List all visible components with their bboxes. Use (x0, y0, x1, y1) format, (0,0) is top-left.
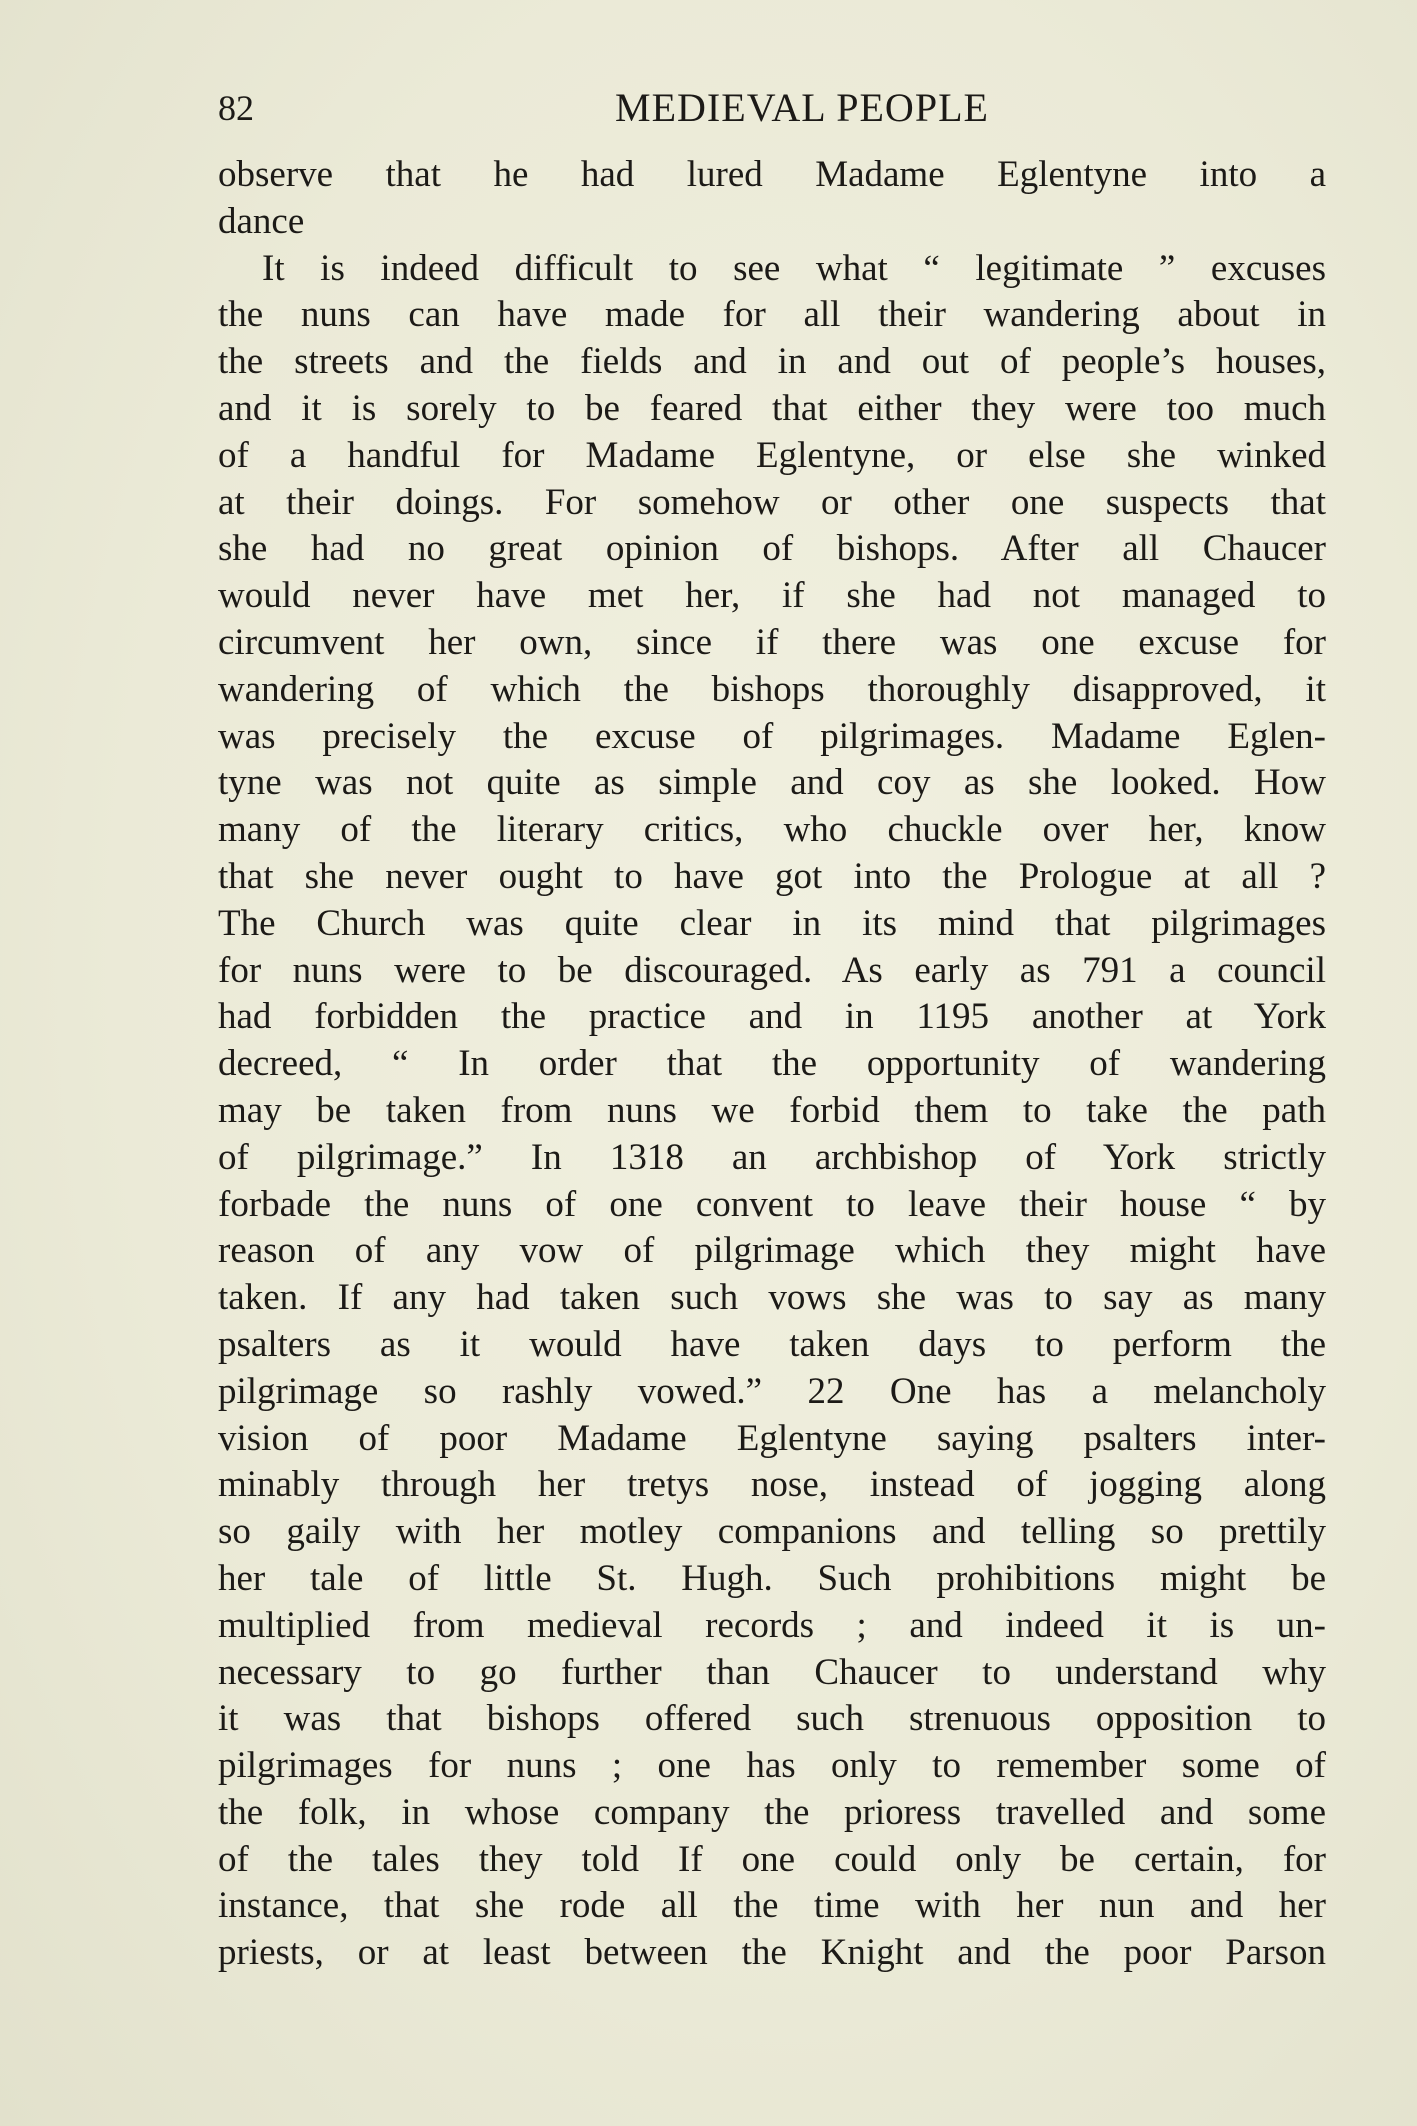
text-line: the folk, in whose company the prioress travelled and some (218, 1791, 1326, 1833)
text-line: of pilgrimage.” In 1318 an archbishop of York strictly (218, 1136, 1326, 1178)
text-line: The Church was quite clear in its mind that pilgrimages (218, 902, 1326, 944)
text-line: would never have met her, if she had not managed to (218, 575, 1326, 617)
text-line: that she never ought to have got into the Prologue at all ? (218, 855, 1326, 897)
body-text (218, 152, 1326, 1977)
text-line: pilgrimages for nuns ; one has only to remember some of (218, 1745, 1326, 1787)
text-line: multiplied from medieval records ; and indeed it is un- (218, 1604, 1326, 1646)
text-line: psalters as it would have taken days to perform the (218, 1323, 1326, 1365)
running-head: MEDIEVAL PEOPLE (615, 85, 989, 130)
text-line: priests, or at least between the Knight and the poor Parson (218, 1932, 1326, 1974)
page-header (218, 78, 1326, 138)
text-line: pilgrimage so rashly vowed.” 22 One has a melancholy (218, 1370, 1326, 1412)
text-line: for nuns were to be discouraged. As early as 791 a council (218, 949, 1326, 991)
text-line: forbade the nuns of one convent to leave their house “ by (218, 1183, 1326, 1225)
text-line: minably through her tretys nose, instead of jogging along (218, 1464, 1326, 1506)
text-line: circumvent her own, since if there was one excuse for (218, 621, 1326, 663)
text-line: the streets and the fields and in and out of people’s houses, (218, 341, 1326, 383)
text-line: she had no great opinion of bishops. After all Chaucer (218, 528, 1326, 570)
text-line: of the tales they told If one could only be certain, for (218, 1838, 1326, 1880)
text-line: was precisely the excuse of pilgrimages. Madame Eglen- (218, 715, 1326, 757)
text-line: reason of any vow of pilgrimage which they might have (218, 1230, 1326, 1272)
text-line: so gaily with her motley companions and telling so prettily (218, 1511, 1326, 1553)
text-line: dance (218, 200, 305, 242)
text-line: vision of poor Madame Eglentyne saying psalters inter- (218, 1417, 1326, 1459)
text-line: and it is sorely to be feared that either they were too much (218, 387, 1326, 429)
text-line: of a handful for Madame Eglentyne, or else she winked (218, 434, 1326, 476)
text-line: instance, that she rode all the time with her nun and her (218, 1885, 1326, 1927)
text-line: tyne was not quite as simple and coy as she looked. How (218, 762, 1326, 804)
text-line: at their doings. For somehow or other one suspects that (218, 481, 1326, 523)
text-line: decreed, “ In order that the opportunity of wandering (218, 1043, 1326, 1085)
text-line: taken. If any had taken such vows she was to say as many (218, 1277, 1326, 1319)
text-line: her tale of little St. Hugh. Such prohibitions might be (218, 1557, 1326, 1599)
text-line: may be taken from nuns we forbid them to take the path (218, 1089, 1326, 1131)
page-number: 82 (218, 88, 254, 128)
text-line: necessary to go further than Chaucer to understand why (218, 1651, 1326, 1693)
text-line: It is indeed difficult to see what “ legitimate ” excuses (262, 247, 1326, 289)
text-line: had forbidden the practice and in 1195 another at York (218, 996, 1326, 1038)
text-line: many of the literary critics, who chuckle over her, know (218, 809, 1326, 851)
text-line: it was that bishops offered such strenuous opposition to (218, 1698, 1326, 1740)
text-line: the nuns can have made for all their wandering about in (218, 294, 1326, 336)
text-line: observe that he had lured Madame Eglentyne into a (218, 154, 1326, 195)
text-line: wandering of which the bishops thoroughly disapproved, it (218, 668, 1326, 710)
